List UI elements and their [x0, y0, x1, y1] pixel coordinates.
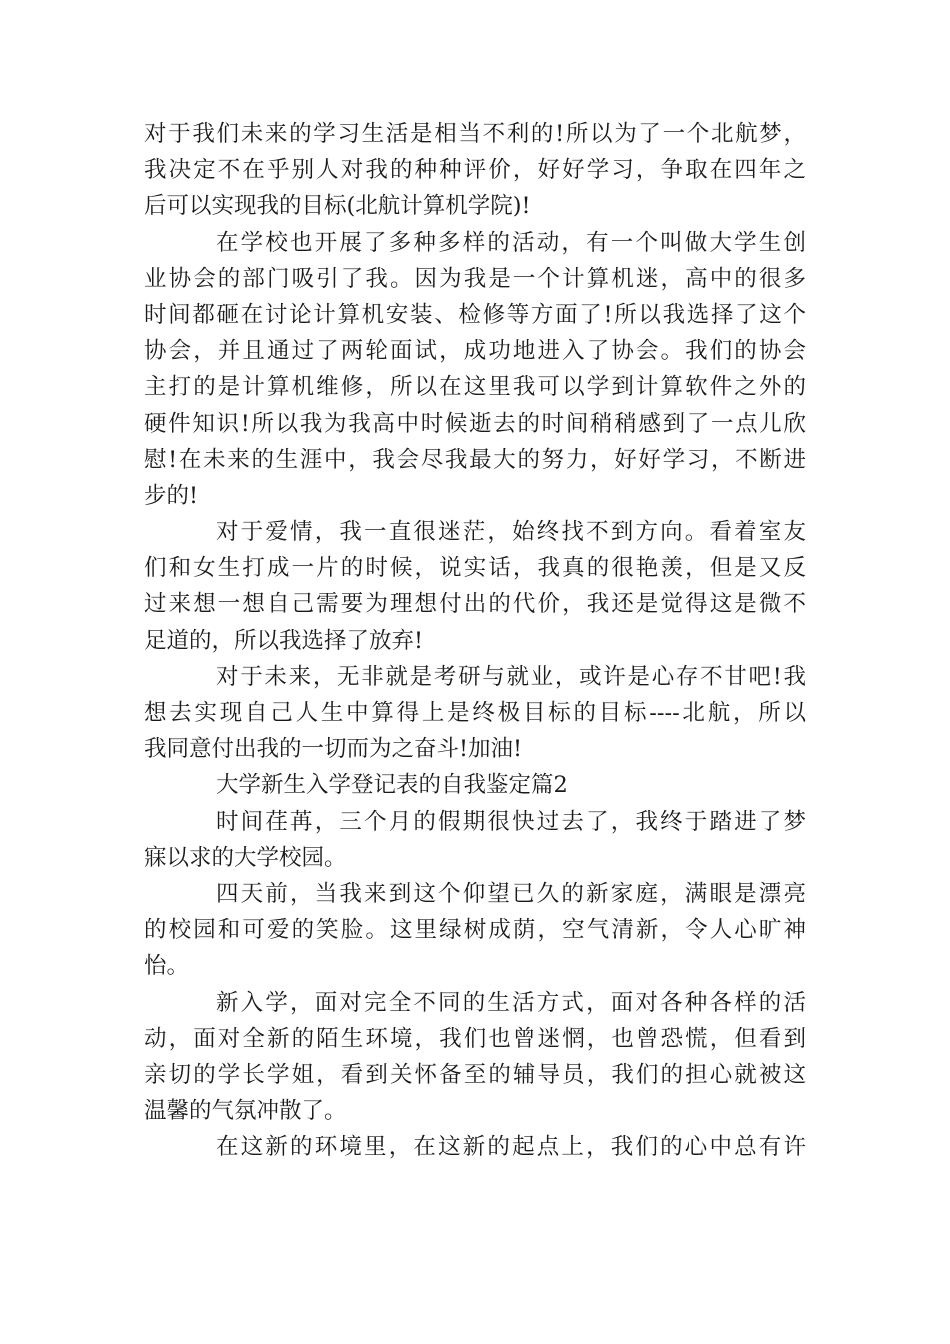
- paragraph-line: 怡。: [144, 953, 190, 980]
- document-body: [144, 116, 806, 1165]
- paragraph-line: 步的!: [144, 482, 199, 509]
- paragraph-first-line: 四天前，当我来到这个仰望已久的新家庭，满眼是漂亮: [216, 880, 806, 907]
- paragraph-line: 协会，并且通过了两轮面试，成功地进入了协会。我们的协会: [144, 338, 806, 365]
- paragraph-first-line: 在这新的环境里，在这新的起点上，我们的心中总有许: [216, 1134, 806, 1161]
- paragraph-line: 动，面对全新的陌生环境，我们也曾迷惘，也曾恐慌，但看到: [144, 1025, 806, 1052]
- paragraph-line: 主打的是计算机维修，所以在这里我可以学到计算软件之外的: [144, 374, 806, 401]
- paragraph-first-line: 在学校也开展了多种多样的活动，有一个叫做大学生创: [216, 229, 806, 256]
- paragraph-line: 硬件知识!所以我为我高中时候逝去的时间稍稍感到了一点儿欣: [144, 410, 806, 437]
- paragraph-line: 亲切的学长学姐，看到关怀备至的辅导员，我们的担心就被这: [144, 1061, 806, 1088]
- paragraph-line: 过来想一想自己需要为理想付出的代价，我还是觉得这是微不: [144, 591, 806, 618]
- paragraph-line: 足道的，所以我选择了放弃!: [144, 627, 424, 654]
- paragraph-line: 温馨的气氛冲散了。: [144, 1098, 347, 1125]
- paragraph-first-line: 对于爱情，我一直很迷茫，始终找不到方向。看着室友: [216, 519, 806, 546]
- paragraph-line: 我同意付出我的一切而为之奋斗!加油!: [144, 736, 523, 763]
- paragraph-line: 寐以求的大学校园。: [144, 844, 347, 871]
- paragraph-line: 的校园和可爱的笑脸。这里绿树成荫，空气清新，令人心旷神: [144, 917, 806, 944]
- paragraph-line: 后可以实现我的目标(北航计算机学院)!: [144, 193, 531, 220]
- paragraph-first-line: 大学新生入学登记表的自我鉴定篇2: [216, 772, 568, 799]
- paragraph-line: 们和女生打成一片的时候，说实话，我真的很艳羡，但是又反: [144, 555, 806, 582]
- paragraph-line: 时间都砸在讨论计算机安装、检修等方面了!所以我选择了这个: [144, 301, 806, 328]
- paragraph-line: 业协会的部门吸引了我。因为我是一个计算机迷，高中的很多: [144, 265, 806, 292]
- paragraph-first-line: 时间荏苒，三个月的假期很快过去了，我终于踏进了梦: [216, 808, 806, 835]
- paragraph-line: 我决定不在乎别人对我的种种评价，好好学习，争取在四年之: [144, 157, 806, 184]
- paragraph-line: 对于我们未来的学习生活是相当不利的!所以为了一个北航梦，: [144, 121, 806, 147]
- paragraph-line: 想去实现自己人生中算得上是终极目标的目标----北航，所以: [144, 700, 806, 726]
- paragraph-first-line: 新入学，面对完全不同的生活方式，面对各种各样的活: [216, 989, 806, 1016]
- paragraph-line: 慰!在未来的生涯中，我会尽我最大的努力，好好学习，不断进: [144, 446, 806, 473]
- paragraph-first-line: 对于未来，无非就是考研与就业，或许是心存不甘吧!我: [216, 663, 806, 690]
